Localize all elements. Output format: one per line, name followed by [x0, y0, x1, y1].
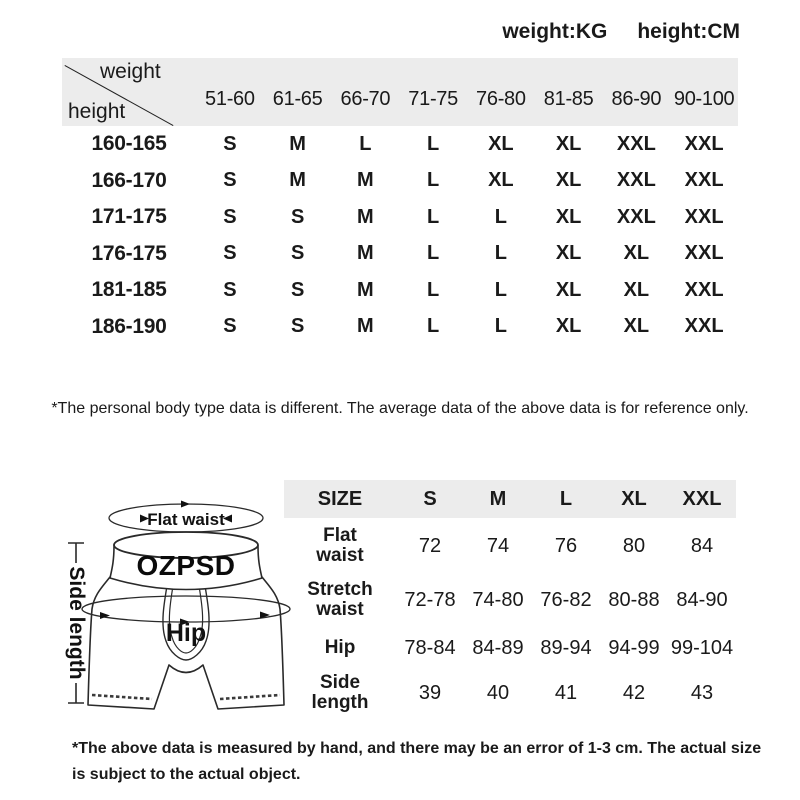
size-cell: S [290, 278, 305, 301]
size-cell: XXL [684, 169, 724, 192]
measurements-footnote: *The above data is measured by hand, and there may be an error of 1-3 cm. The actual size is subject to the actual object. [72, 740, 762, 784]
size-cell: XL [555, 132, 582, 155]
size-header: XXL [682, 487, 722, 510]
size-cell: S [223, 169, 237, 192]
measurement-value: 78-84 [404, 636, 456, 659]
weight-range-header: 86-90 [611, 87, 662, 110]
measurement-value: 80-88 [608, 588, 660, 611]
size-header: XL [621, 487, 647, 510]
weight-range-header: 81-85 [543, 87, 594, 110]
weight-range-header: 76-80 [476, 87, 526, 110]
measurement-value: 84-90 [676, 588, 728, 611]
height-unit: height:CM [637, 20, 740, 43]
size-header: S [423, 487, 437, 510]
matrix-row [62, 126, 738, 163]
measurements-table [284, 480, 736, 716]
measurement-label-text: Side length [311, 672, 369, 713]
side-length-label: Side length [65, 566, 88, 680]
measurement-value: 74-80 [472, 588, 524, 611]
size-cell: M [357, 315, 374, 338]
size-header: L [559, 487, 573, 510]
boxer-illustration [40, 483, 296, 729]
size-cell: XXL [616, 169, 656, 192]
size-cell: S [290, 242, 305, 265]
size-cell: L [427, 278, 440, 301]
size-cell: L [494, 315, 507, 338]
size-cell: XXL [684, 205, 724, 228]
measurement-label [284, 673, 396, 713]
weight-range-header: 71-75 [408, 87, 458, 110]
matrix-row [62, 309, 738, 346]
size-cell: M [357, 278, 374, 301]
measurement-value: 39 [418, 681, 442, 704]
corner-weight-label: weight [100, 60, 161, 83]
brand-logo: OZPSD [136, 550, 236, 581]
size-cell: L [427, 132, 440, 155]
measurement-value: 41 [554, 681, 578, 704]
size-cell: M [357, 169, 374, 192]
matrix-row [62, 199, 738, 236]
matrix-row [62, 272, 738, 309]
hip-label: Hip [165, 619, 207, 647]
measurement-value: 94-99 [608, 636, 660, 659]
height-range-label: 160-165 [91, 132, 167, 156]
measurement-row [284, 518, 736, 574]
weight-unit: weight:KG [502, 20, 608, 43]
flat-waist-arrow-top [181, 501, 190, 508]
height-range-label: 181-185 [91, 278, 167, 302]
size-cell: L [359, 132, 372, 155]
measurements-header-row [284, 480, 736, 518]
weight-range-header: 61-65 [272, 87, 323, 110]
measurement-value: 99-104 [670, 636, 734, 659]
size-cell: S [223, 315, 237, 338]
size-cell: XXL [684, 132, 724, 155]
weight-range-header: 66-70 [340, 87, 391, 110]
size-cell: L [494, 242, 507, 265]
measurement-label [284, 526, 396, 566]
measurement-label-text: Stretch waist [307, 579, 373, 620]
size-cell: L [494, 205, 507, 228]
measurement-row [284, 670, 736, 716]
size-cell: XL [623, 278, 650, 301]
measurement-value: 84 [690, 534, 714, 557]
size-cell: S [290, 315, 305, 338]
size-header: M [489, 487, 507, 510]
size-cell: XL [555, 278, 582, 301]
size-cell: S [223, 278, 237, 301]
measurement-value: 76-82 [540, 588, 592, 611]
matrix-row [62, 236, 738, 273]
size-cell: S [223, 205, 237, 228]
measurement-value: 74 [486, 534, 510, 557]
size-cell: XXL [616, 205, 656, 228]
height-range-label: 171-175 [91, 205, 167, 229]
size-cell: L [427, 205, 440, 228]
size-cell: L [494, 278, 507, 301]
size-cell: XL [555, 169, 582, 192]
size-cell: XL [555, 315, 582, 338]
weight-range-header: 90-100 [673, 87, 735, 110]
size-cell: XL [555, 205, 582, 228]
size-cell: S [290, 205, 305, 228]
size-cell: XL [488, 132, 514, 155]
height-range-label: 176-175 [91, 241, 167, 265]
height-range-label: 186-190 [91, 314, 167, 338]
size-cell: XL [488, 169, 514, 192]
measurement-row [284, 626, 736, 670]
size-matrix-table [62, 58, 738, 345]
measurement-value: 72 [418, 534, 442, 557]
matrix-footnote: *The personal body type data is different. The average data of the above data is for reference only. [51, 400, 749, 417]
measurement-value: 42 [622, 681, 646, 704]
size-cell: L [427, 315, 440, 338]
size-cell: XXL [616, 132, 656, 155]
size-cell: M [289, 132, 306, 155]
size-cell: S [223, 132, 237, 155]
size-cell: XL [623, 315, 650, 338]
measurement-label-text: Flat waist [316, 525, 364, 566]
measurement-value: 40 [486, 681, 510, 704]
measurement-value: 76 [554, 534, 578, 557]
measurement-value: 72-78 [404, 588, 456, 611]
matrix-header-row [62, 58, 738, 126]
measurement-row [284, 574, 736, 626]
measurement-label-text: Hip [324, 637, 356, 659]
weight-range-header: 51-60 [205, 87, 255, 110]
size-cell: XL [623, 242, 650, 265]
measurement-label [284, 638, 396, 658]
measurement-value: 89-94 [540, 636, 592, 659]
size-header: SIZE [317, 487, 363, 510]
flat-waist-label: Flat waist [147, 510, 225, 529]
matrix-corner-cell [62, 58, 196, 126]
size-cell: XXL [684, 242, 724, 265]
size-cell: M [357, 205, 374, 228]
units-note [502, 20, 740, 44]
corner-height-label: height [68, 100, 126, 123]
size-cell: XXL [684, 315, 724, 338]
measurement-label [284, 580, 396, 620]
size-cell: M [357, 242, 374, 265]
matrix-row [62, 163, 738, 200]
size-cell: XL [555, 242, 582, 265]
size-cell: L [427, 242, 440, 265]
size-cell: L [427, 169, 440, 192]
height-range-label: 166-170 [91, 168, 167, 192]
measurement-value: 43 [690, 681, 714, 704]
size-cell: S [223, 242, 237, 265]
measurement-value: 80 [622, 534, 646, 557]
measurement-value: 84-89 [472, 636, 524, 659]
size-cell: XXL [684, 278, 724, 301]
size-cell: M [289, 169, 306, 192]
